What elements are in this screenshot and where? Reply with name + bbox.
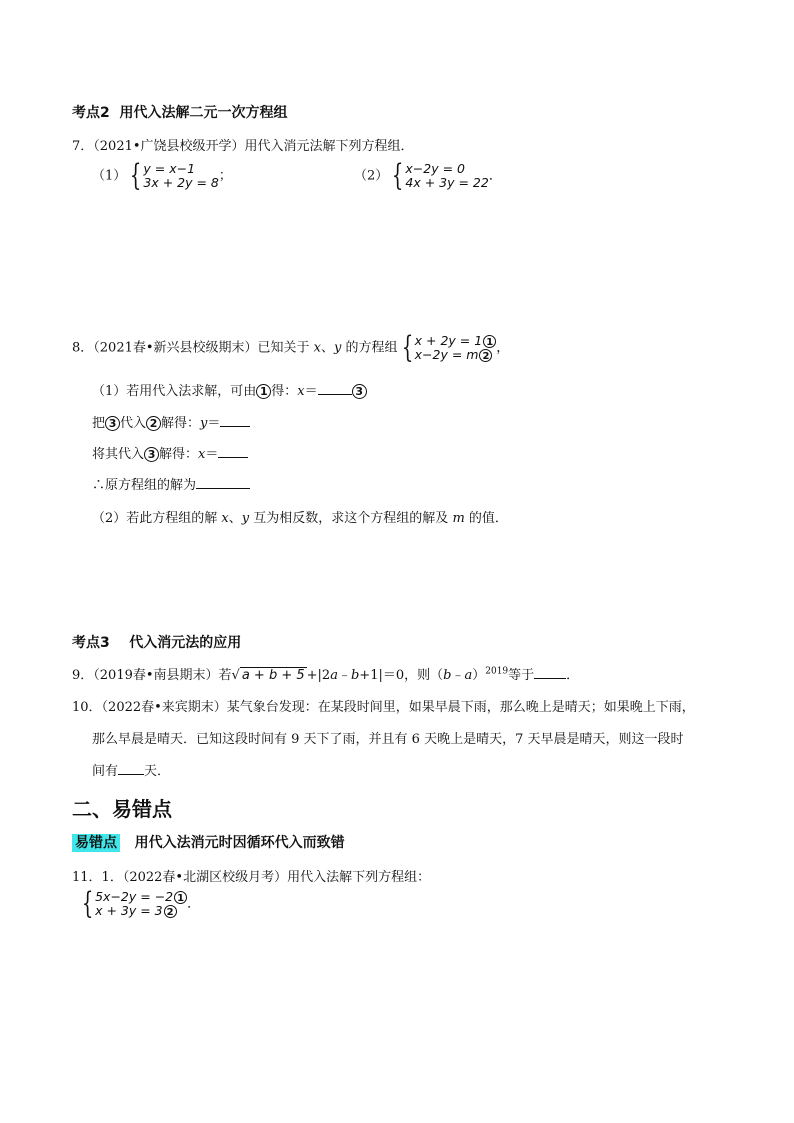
kp2-heading (72, 102, 288, 122)
equation: 5x−2y = −2 (95, 889, 174, 904)
error-title: 用代入法消元时因循环代入而致错 (134, 835, 345, 851)
text: 9．（2019春•南县期末）若 (72, 668, 232, 683)
circled-number: 1 (174, 891, 187, 904)
q10-line2: 那么早晨是晴天．已知这段时间有 9 天下了雨，并且有 6 天晚上是晴天，7 天早晨是晴天，则这一段时 (92, 732, 684, 747)
punct: ． (488, 168, 502, 184)
circled-number: 3 (352, 384, 367, 399)
var: y (334, 340, 342, 356)
q10-line3 (92, 760, 170, 779)
text: 得： (271, 384, 298, 399)
text: 代入 (120, 416, 147, 431)
var: x (221, 511, 229, 526)
var: y (200, 416, 208, 431)
kp3-label: 考点3 (72, 635, 110, 651)
brace-icon: { (401, 330, 413, 365)
text: ∴原方程组的解为 (92, 478, 197, 493)
answer-blank[interactable] (318, 381, 352, 395)
text: 的方程组 (345, 340, 398, 356)
text: 天． (144, 764, 171, 779)
q8-step1 (92, 380, 367, 399)
text: ＝ (304, 384, 318, 399)
circled-number: 2 (479, 349, 492, 362)
equation: x−2y = 0 (405, 161, 465, 176)
text: ． (566, 668, 580, 683)
text: 把 (92, 416, 106, 431)
q7-part1-system (126, 158, 219, 193)
circled-number: 3 (105, 416, 120, 431)
text: ﹣ (337, 668, 351, 683)
text: 将其代入 (92, 447, 145, 462)
equation: y = x−1 (143, 161, 196, 176)
text: ） (472, 668, 486, 683)
q8-step2 (92, 412, 250, 431)
q7-part2-num: （2） (354, 168, 389, 184)
q8-stem (72, 330, 510, 365)
q7-part1-num: （1） (92, 168, 127, 184)
text: 间有 (92, 764, 119, 779)
var: b (443, 668, 452, 683)
var: x (297, 384, 305, 399)
text: 等于 (508, 668, 535, 683)
error-heading (72, 832, 345, 852)
circled-number: 2 (146, 416, 161, 431)
answer-blank[interactable] (534, 665, 566, 679)
q11-stem: 11．1．（2022春•北湖区校级月考）用代入法解下列方程组： (72, 870, 431, 885)
q8-part2 (92, 507, 508, 526)
circled-number: 1 (256, 384, 271, 399)
kp2-title: 用代入法解二元一次方程组 (119, 105, 288, 121)
text: （2）若此方程组的解 (92, 511, 218, 526)
q7-stem: 7．（2021•广饶县校级开学）用代入消元法解下列方程组． (72, 139, 414, 154)
brace-icon: { (81, 886, 94, 921)
text: 、 (228, 511, 242, 526)
kp2-label: 考点2 (72, 105, 110, 121)
text: 8．（2021春•新兴县校级期末）已知关于 (72, 340, 310, 356)
answer-blank[interactable] (220, 413, 250, 427)
answer-blank[interactable] (118, 761, 144, 775)
equation: x + 3y = 3 (95, 903, 163, 918)
q8-step4 (92, 474, 250, 493)
error-tag: 易错点 (72, 834, 120, 852)
text: 互为相反数，求这个方程组的解及 (253, 511, 449, 526)
kp3-heading (72, 632, 241, 652)
text: +|2 (306, 668, 331, 683)
punct: ； (218, 168, 232, 184)
exponent: 2019 (485, 666, 509, 677)
q9 (72, 664, 579, 683)
text: ﹣ (451, 668, 465, 683)
q7-part1 (92, 158, 232, 193)
circled-number: 2 (164, 905, 177, 918)
q8-system (398, 330, 497, 365)
text: ＝ (205, 447, 219, 462)
text: ＝ (207, 416, 221, 431)
sqrt-icon: √ a + b + 5 (231, 668, 305, 683)
radicand: a + b + 5 (241, 668, 305, 683)
circled-number: 1 (483, 335, 496, 348)
var: x (198, 447, 206, 462)
q10-line1: 10．（2022春•来宾期末）某气象台发现：在某段时间里，如果早晨下雨，那么晚上是晴天；如果晚上下雨， (72, 700, 695, 715)
brace-icon: { (130, 158, 142, 193)
text: （1）若用代入法求解，可由 (92, 384, 257, 399)
text: 的值． (468, 511, 508, 526)
q7-part2-system (388, 158, 489, 193)
equation: 4x + 3y = 22 (405, 175, 489, 190)
q8-step3 (92, 443, 248, 462)
text: +1|＝0，则（ (359, 668, 444, 683)
var: a (464, 668, 473, 683)
circled-number: 3 (144, 447, 159, 462)
section-title: 二、易错点 (72, 797, 172, 821)
kp3-title: 代入消元法的应用 (129, 635, 242, 651)
text: 解得： (159, 447, 199, 462)
text: 、 (321, 340, 335, 356)
answer-blank[interactable] (196, 475, 250, 489)
brace-icon: { (392, 158, 404, 193)
var: x (313, 340, 322, 356)
var: b (350, 668, 360, 683)
punct: ． (187, 896, 201, 912)
q7-part2 (354, 158, 502, 193)
equation: x + 2y = 1 (414, 333, 483, 348)
equation: 3x + 2y = 8 (143, 175, 219, 190)
var: y (241, 511, 250, 526)
var: a (330, 668, 338, 683)
text: 解得： (161, 416, 201, 431)
answer-blank[interactable] (218, 444, 248, 458)
var: m (452, 511, 465, 526)
equation: x−2y = m (414, 347, 479, 362)
q11-system (78, 886, 201, 921)
punct: ， (496, 340, 510, 356)
